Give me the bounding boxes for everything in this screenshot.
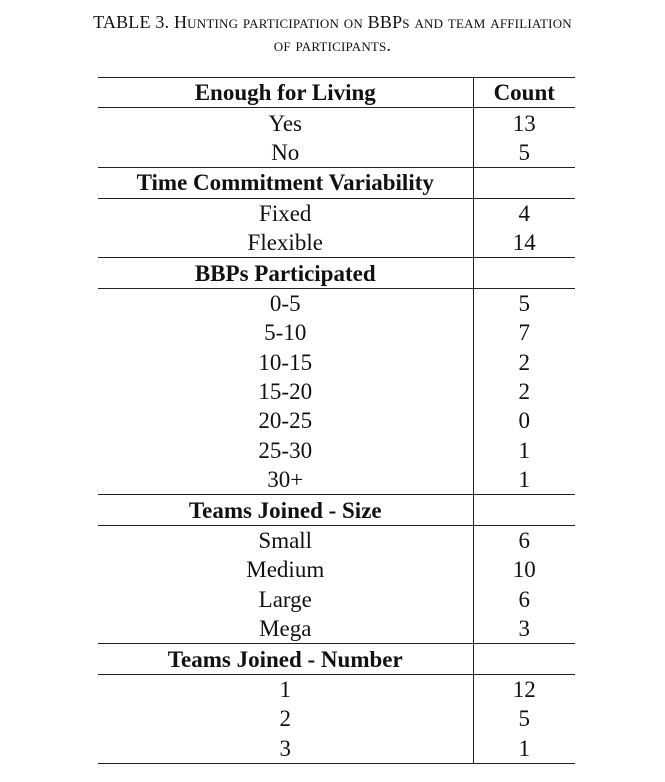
row-count: 10 bbox=[473, 555, 575, 584]
table-row bbox=[98, 406, 575, 435]
group-heading: Teams Joined - Size bbox=[98, 495, 473, 525]
row-label: 30+ bbox=[267, 467, 304, 493]
group-heading: Enough for Living bbox=[98, 78, 473, 108]
table-row bbox=[98, 348, 575, 377]
table-row bbox=[98, 585, 575, 614]
row-label: No bbox=[271, 139, 300, 165]
row-label: 10-15 bbox=[258, 349, 313, 375]
empty-count-cell bbox=[473, 495, 575, 525]
row-count: 13 bbox=[473, 108, 575, 138]
row-count: 14 bbox=[473, 228, 575, 258]
count-header: Count bbox=[473, 78, 575, 108]
row-label: Large bbox=[258, 586, 312, 612]
group-header-row bbox=[98, 168, 575, 198]
participation-table bbox=[98, 77, 575, 764]
row-label: Flexible bbox=[247, 230, 323, 256]
row-count: 7 bbox=[473, 318, 575, 347]
row-label: Yes bbox=[268, 110, 302, 136]
row-count: 1 bbox=[473, 734, 575, 764]
table-row bbox=[98, 734, 575, 764]
row-count: 3 bbox=[473, 614, 575, 644]
row-label: Fixed bbox=[259, 200, 312, 226]
group-header-row bbox=[98, 644, 575, 674]
row-label: Medium bbox=[246, 557, 325, 583]
row-label: 3 bbox=[98, 734, 473, 764]
table-row bbox=[98, 288, 575, 318]
table-row bbox=[98, 108, 575, 138]
table-caption bbox=[10, 11, 655, 57]
row-label: 2 bbox=[279, 706, 291, 732]
table-row bbox=[98, 525, 575, 555]
table-row bbox=[98, 436, 575, 465]
row-label: 1 bbox=[279, 677, 291, 702]
row-count: 2 bbox=[473, 377, 575, 406]
table-row bbox=[98, 704, 575, 733]
empty-count-cell bbox=[473, 168, 575, 198]
group-heading: Time Commitment Variability bbox=[98, 168, 473, 198]
table-row bbox=[98, 198, 575, 228]
row-count: 12 bbox=[473, 674, 575, 704]
row-label: 15-20 bbox=[258, 379, 313, 405]
row-count: 1 bbox=[473, 436, 575, 465]
row-count: 5 bbox=[473, 138, 575, 168]
group-header-row bbox=[98, 495, 575, 525]
caption-line-2: of participants. bbox=[273, 35, 392, 55]
row-count: 0 bbox=[473, 406, 575, 435]
group-heading: Teams Joined - Number bbox=[98, 644, 473, 674]
row-count: 4 bbox=[473, 198, 575, 228]
table-row bbox=[98, 318, 575, 347]
row-count: 5 bbox=[473, 288, 575, 318]
row-count: 2 bbox=[473, 348, 575, 377]
row-label: 20-25 bbox=[258, 408, 313, 434]
table-row bbox=[98, 138, 575, 168]
table-row bbox=[98, 377, 575, 406]
row-label: 25-30 bbox=[258, 437, 313, 463]
group-heading: BBPs Participated bbox=[98, 258, 473, 288]
row-label: 5-10 bbox=[264, 320, 307, 346]
table-row bbox=[98, 555, 575, 584]
row-label: Small bbox=[258, 528, 313, 554]
table-row bbox=[98, 614, 575, 644]
table-row bbox=[98, 465, 575, 495]
group-header-row bbox=[98, 78, 575, 108]
row-count: 1 bbox=[473, 465, 575, 495]
row-count: 6 bbox=[473, 525, 575, 555]
row-count: 6 bbox=[473, 585, 575, 614]
table-body bbox=[98, 78, 575, 764]
empty-count-cell bbox=[473, 644, 575, 674]
table-row bbox=[98, 228, 575, 258]
row-label: Mega bbox=[259, 616, 312, 642]
caption-line-1: TABLE 3. Hunting participation on BBPs and team affiliation bbox=[93, 12, 572, 32]
empty-count-cell bbox=[473, 258, 575, 288]
row-label: 0-5 bbox=[269, 290, 301, 316]
table-row bbox=[98, 674, 575, 704]
row-count: 5 bbox=[473, 704, 575, 733]
group-header-row bbox=[98, 258, 575, 288]
